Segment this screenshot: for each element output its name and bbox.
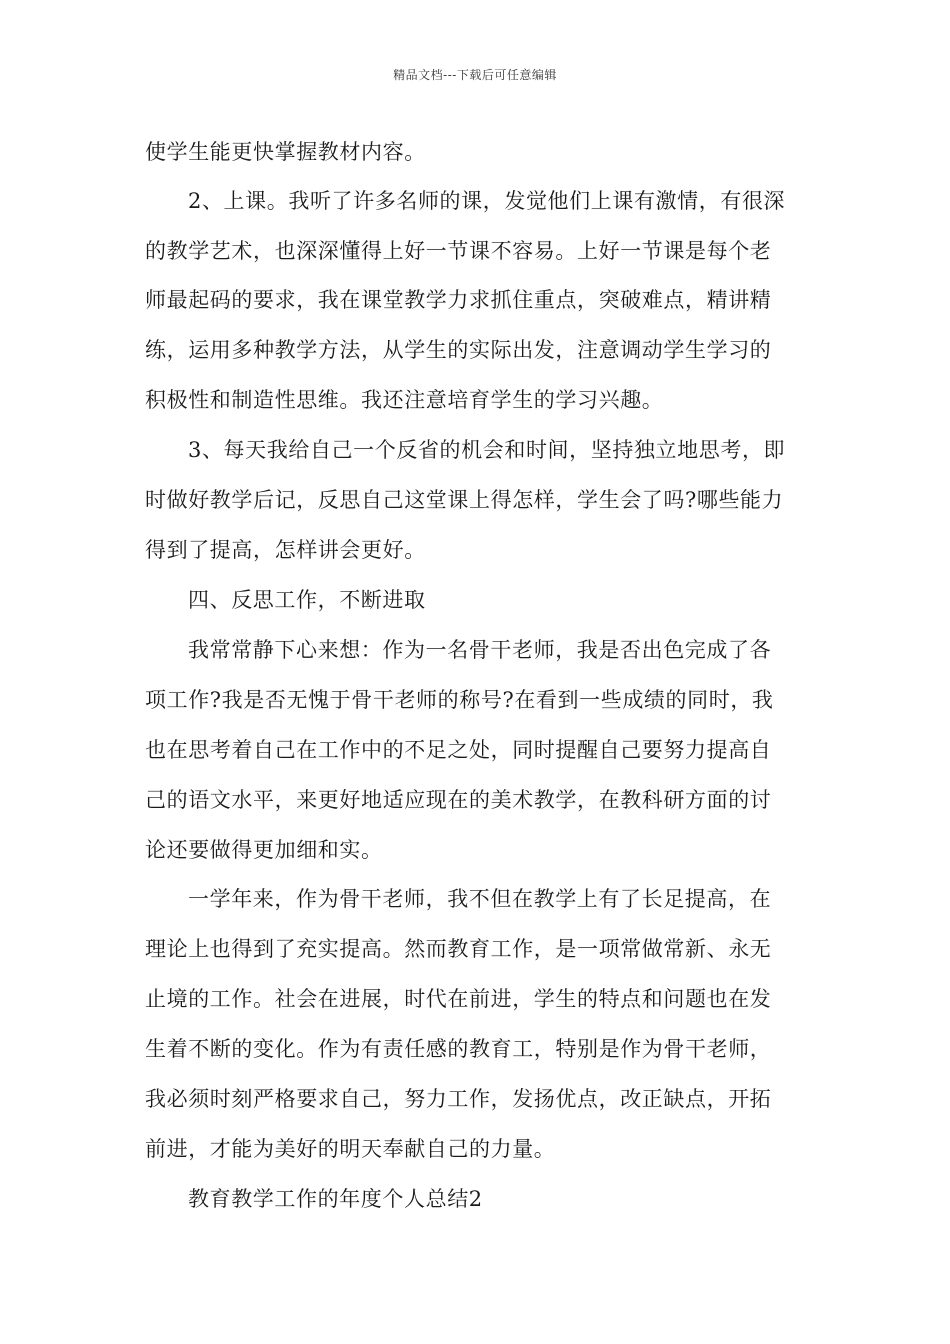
body-line: 论还要做得更加细和实。: [145, 838, 383, 862]
body-line: 理论上也得到了充实提高。然而教育工作，是一项常做常新、永无: [145, 937, 772, 961]
page-header: 精品文档---下载后可任意编辑: [393, 68, 557, 82]
body-line: 积极性和制造性思维。我还注意培育学生的学习兴趣。: [145, 388, 664, 412]
body-line: 也在思考着自己在工作中的不足之处，同时提醒自己要努力提高自: [145, 738, 772, 762]
body-line: 使学生能更快掌握教材内容。: [145, 140, 426, 164]
body-line: 3、每天我给自己一个反省的机会和时间，坚持独立地思考，即: [188, 438, 786, 462]
body-line: 前进，才能为美好的明天奉献自己的力量。: [145, 1137, 556, 1161]
body-line: 一学年来，作为骨干老师，我不但在教学上有了长足提高，在: [188, 887, 772, 911]
body-line: 我常常静下心来想：作为一名骨干老师，我是否出色完成了各: [188, 638, 772, 662]
body-line: 己的语文水平，来更好地适应现在的美术教学，在教科研方面的讨: [145, 788, 772, 812]
body-line: 师最起码的要求，我在课堂教学力求抓住重点，突破难点，精讲精: [145, 288, 772, 312]
body-line: 生着不断的变化。作为有责任感的教育工，特别是作为骨干老师，: [145, 1037, 772, 1061]
section-heading: 四、反思工作，不断进取: [188, 588, 426, 612]
body-line: 项工作?我是否无愧于骨干老师的称号?在看到一些成绩的同时，我: [145, 688, 774, 712]
next-section-title: 教育教学工作的年度个人总结2: [188, 1187, 483, 1211]
body-line: 时做好教学后记，反思自己这堂课上得怎样，学生会了吗?哪些能力: [145, 488, 784, 512]
body-line: 止境的工作。社会在进展，时代在前进，学生的特点和问题也在发: [145, 987, 772, 1011]
body-line: 练，运用多种教学方法，从学生的实际出发，注意调动学生学习的: [145, 338, 772, 362]
body-line: 得到了提高，怎样讲会更好。: [145, 538, 426, 562]
body-line: 我必须时刻严格要求自己，努力工作，发扬优点，改正缺点，开拓: [145, 1087, 772, 1111]
paragraph-heading: 2、上课。我听了许多名师的课，发觉他们上课有激情，有很深: [188, 189, 786, 213]
body-line: 的教学艺术，也深深懂得上好一节课不容易。上好一节课是每个老: [145, 239, 772, 263]
